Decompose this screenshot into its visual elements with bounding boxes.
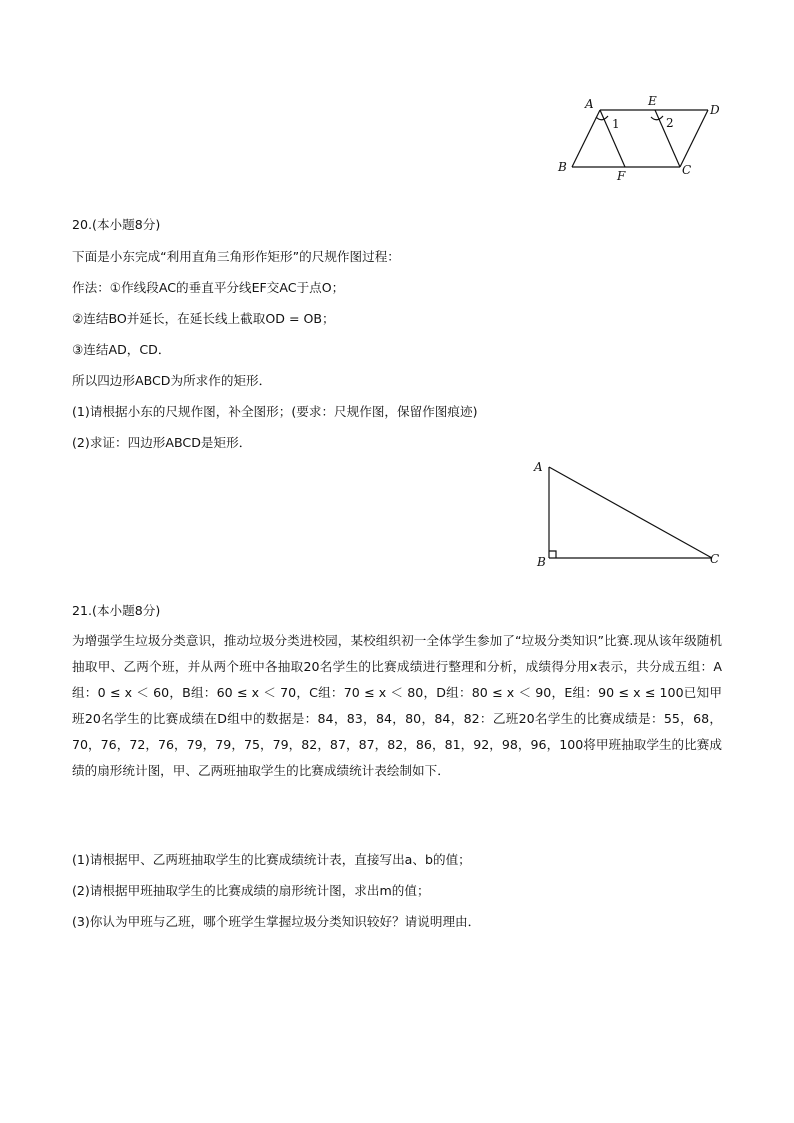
angle-2-arc [651,116,663,120]
q21-part1: (1)请根据甲、乙两班抽取学生的比赛成绩统计表，直接写出a、b的值； [72,852,471,867]
right-triangle-figure [528,457,728,573]
q21-part2: (2)请根据甲班抽取学生的比赛成绩的扇形统计图，求出m的值； [72,883,430,898]
label-angle-1: 1 [612,117,620,131]
label-A: A [585,97,594,111]
q20-part1: (1)请根据小东的尺规作图，补全图形；(要求：尺规作图，保留作图痕迹) [72,404,478,419]
label-angle-2: 2 [666,116,674,130]
segment-AC [549,467,712,558]
q21-header: 21.(本小题8分) [72,603,161,618]
segment-DC [680,110,708,167]
label-F: F [617,169,626,183]
label-C: C [682,163,692,177]
q20-result: 所以四边形ABCD为所求作的矩形． [72,373,272,388]
label-C: C [710,552,720,566]
angle-1-arc [596,116,608,120]
segment-AB [572,110,600,167]
q21-body: 为增强学生垃圾分类意识，推动垃圾分类进校园，某校组织初一全体学生参加了“垃圾分类知识”比赛.现从该年级随机抽取甲、乙两个班，并从两个班中各抽取20名学生的比赛成绩进行整理和分析，成绩得分用x表示，共分成五组：A组：0 ≤ x ＜ 60，B组：60 ≤ x ＜ 70，C组：70 ≤ x ＜ 80，D组：80 ≤ x ＜ 90，E组：90 ≤ x ≤ 100已知甲班20名学生的比赛成绩在D组中的数据是：84，83，84，80，84，82：乙班20名学生的比赛成绩是：55，68，70，76，72，76，79，79，75，79，82，87，87，82，86，81，92，98，96，100将甲班抽取学生的比赛成绩的扇形统计图，甲、乙两班抽取学生的比赛成绩统计表绘制如下． [72,633,722,778]
q20-step1: 作法：①作线段AC的垂直平分线EF交AC于点O； [72,280,345,295]
q20-step2: ②连结BO并延长，在延长线上截取OD = OB； [72,311,335,326]
q20-step3: ③连结AD，CD． [72,342,171,357]
q20-intro: 下面是小东完成“利用直角三角形作矩形”的尺规作图过程： [72,249,400,264]
label-B: B [558,160,567,174]
q20-part2: (2)求证：四边形ABCD是矩形． [72,435,252,450]
parallelogram-figure [550,92,730,184]
label-A: A [534,460,543,474]
label-E: E [648,94,657,108]
label-B: B [537,555,546,569]
label-D: D [710,103,720,117]
q21-part3: (3)你认为甲班与乙班，哪个班学生掌握垃圾分类知识较好？请说明理由． [72,914,481,929]
q20-header: 20.(本小题8分) [72,217,161,232]
right-angle-mark [549,551,556,558]
